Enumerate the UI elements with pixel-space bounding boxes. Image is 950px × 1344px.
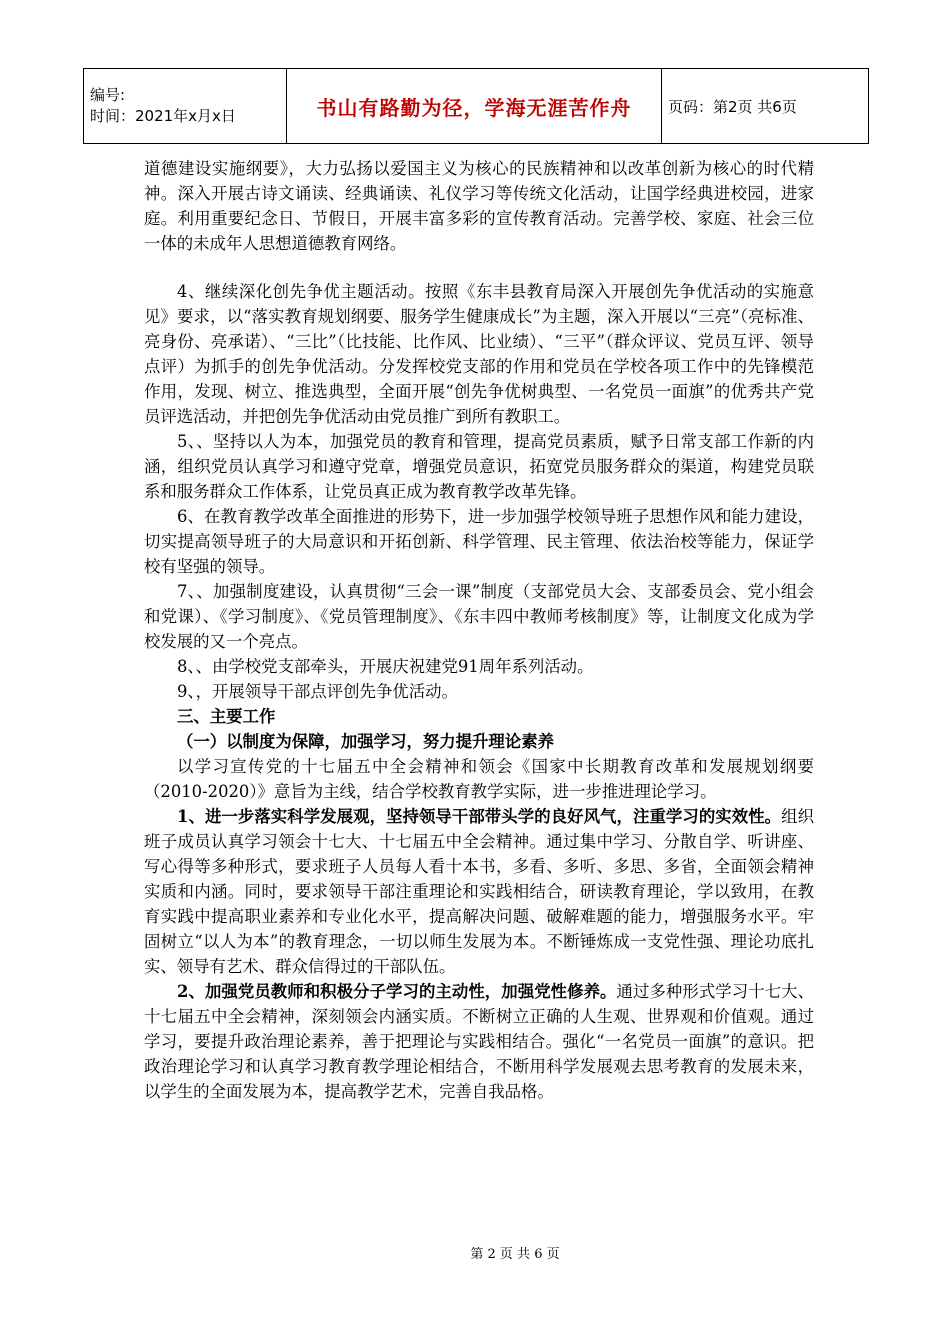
header-motto-cell — [287, 69, 662, 143]
document-body — [144, 156, 814, 1104]
paragraph-intro: 以学习宣传党的十七届五中全会精神和领会《国家中长期教育改革和发展规划纲要（2010-2020）》意旨为主线，结合学校教育教学实际，进一步推进理论学习。 — [144, 757, 814, 801]
paragraph-item-6: 6、在教育教学改革全面推进的形势下，进一步加强学校领导班子思想作风和能力建设，切实提高领导班子的大局意识和开拓创新、科学管理、民主管理、依法治校等能力，保证学校有坚强的领导。 — [144, 507, 814, 576]
subsection-heading: （一）以制度为保障，加强学习，努力提升理论素养 — [177, 732, 554, 751]
doc-number-label: 编号: — [90, 86, 126, 104]
point-2-lead: 2、加强党员教师和积极分子学习的主动性，加强党性修养。 — [177, 982, 617, 1001]
paragraph-point-1 — [144, 804, 814, 979]
paragraph-item-4: 4、继续深化创先争优主题活动。按照《东丰县教育局深入开展创先争优活动的实施意见》要求，以“落实教育规划纲要、服务学生健康成长”为主题，深入开展以“三亮”（亮标准、亮身份、亮承诺）、“三比”（比技能、比作风、比业绩）、“三平”（群众评议、党员互评、领导点评）为抓手的创先争优活动。分发挥校党支部的作用和党员在学校各项工作中的先锋模范作用，发现、树立、推选典型，全面开展“创先争优树典型、一名党员一面旗”的优秀共产党员评选活动，并把创先争优活动由党员推广到所有教职工。 — [144, 282, 814, 426]
header-motto: 书山有路勤为径，学海无涯苦作舟 — [316, 95, 632, 120]
section-heading: 三、主要工作 — [177, 707, 276, 726]
point-1-lead: 1、进一步落实科学发展观，坚持领导干部带头学的良好风气，注重学习的实效性。 — [177, 807, 782, 826]
page-footer — [0, 1243, 950, 1262]
page-header — [83, 68, 869, 144]
paragraph-gap — [144, 256, 814, 279]
header-page-cell — [662, 69, 868, 143]
paragraph-item-7: 7、、加强制度建设，认真贯彻“三会一课”制度（支部党员大会、支部委员会、党小组会和党课）、《学习制度》、《党员管理制度》、《东丰四中教师考核制度》等，让制度文化成为学校发展的又一个亮点。 — [144, 582, 814, 651]
paragraph-item-9: 9、，开展领导干部点评创先争优活动。 — [177, 682, 458, 701]
header-page-label: 页码：第2页 共6页 — [668, 97, 797, 116]
point-1-text: 组织班子成员认真学习领会十七大、十七届五中全会精神。通过集中学习、分散自学、听讲座、写心得等多种形式，要求班子人员每人看十本书，多看、多听、多思、多省，全面领会精神实质和内涵。同时，要求领导干部注重理论和实践相结合，研读教育理论，学以致用，在教育实践中提高职业素养和专业化水平，提高解决问题、破解难题的能力，增强服务水平。牢固树立“以人为本”的教育理念，一切以师生发展为本。不断锤炼成一支党性强、理论功底扎实、领导有艺术、群众信得过的干部队伍。 — [144, 807, 815, 976]
point-2-text: 通过多种形式学习十七大、十七届五中全会精神，深刻领会内涵实质。不断树立正确的人生观、世界观和价值观。通过学习，要提升政治理论素养，善于把理论与实践相结合。强化“一名党员一面旗”的意识。把政治理论学习和认真学习教育教学理论相结合，不断用科学发展观去思考教育的发展未来，以学生的全面发展为本，提高教学艺术，完善自我品格。 — [144, 982, 814, 1101]
paragraph-item-5: 5、、坚持以人为本，加强党员的教育和管理，提高党员素质，赋予日常支部工作新的内涵，组织党员认真学习和遵守党章，增强党员意识，拓宽党员服务群众的渠道，构建党员联系和服务群众工作体系，让党员真正成为教育教学改革先锋。 — [144, 432, 814, 501]
paragraph-item-8: 8、、由学校党支部牵头，开展庆祝建党91周年系列活动。 — [177, 657, 594, 676]
paragraph-continued: 道德建设实施纲要》，大力弘扬以爱国主义为核心的民族精神和以改革创新为核心的时代精神。深入开展古诗文诵读、经典诵读、礼仪学习等传统文化活动，让国学经典进校园，进家庭。利用重要纪念日、节假日，开展丰富多彩的宣传教育活动。完善学校、家庭、社会三位一体的未成年人思想道德教育网络。 — [144, 159, 814, 253]
doc-time-label: 时间：2021年x月x日 — [90, 107, 236, 125]
footer-page-number: 第 2 页 共 6 页 — [470, 1247, 560, 1262]
header-meta — [84, 69, 287, 143]
paragraph-point-2 — [144, 979, 814, 1104]
